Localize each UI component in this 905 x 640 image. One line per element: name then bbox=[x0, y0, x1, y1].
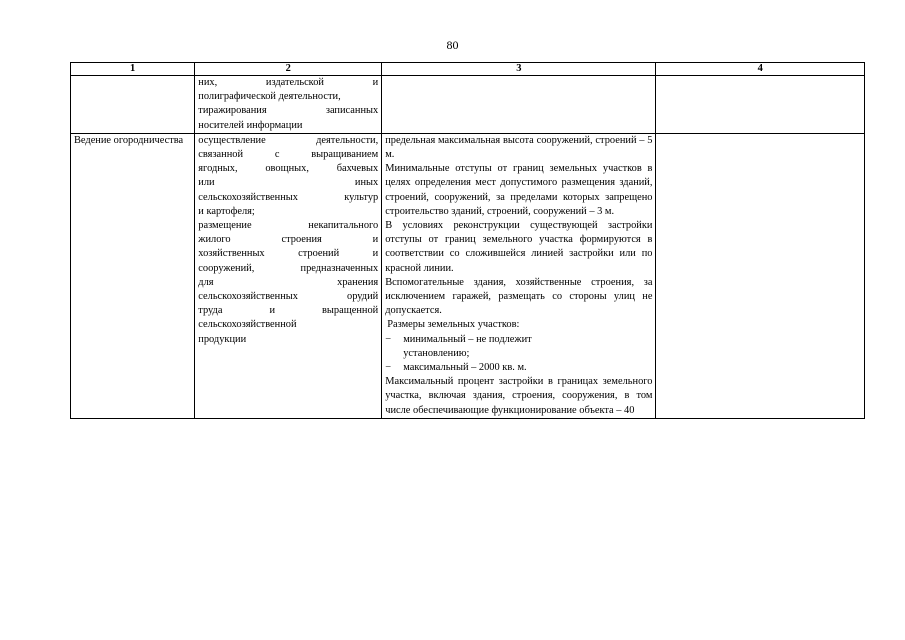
row2-col2-line: или иных bbox=[198, 177, 379, 189]
bullet-text: минимальный – не подлежит bbox=[403, 333, 532, 345]
header-col-1: 1 bbox=[71, 63, 195, 76]
row2-col2-line: труда и выращенной bbox=[198, 305, 379, 317]
col3-paragraph: Размеры земельных участков: bbox=[387, 319, 520, 331]
row2-col2-line: сельскохозяйственной bbox=[198, 319, 297, 331]
row1-col3 bbox=[382, 76, 656, 134]
row2-col2-line: размещение некапитального bbox=[198, 220, 379, 232]
table-row bbox=[71, 133, 865, 418]
row1-col2-line: них, издательской и bbox=[198, 77, 379, 88]
row1-col2 bbox=[195, 76, 382, 134]
col3-paragraph: Вспомогательные здания, хозяйственные строения, за исключением гаражей, размещать со стороны улиц не допускается. bbox=[385, 276, 653, 317]
bullet-text: максимальный – 2000 кв. м. bbox=[403, 362, 527, 374]
row2-col2-line: ягодных, овощных, бахчевых bbox=[198, 163, 379, 175]
row2-col2-line: продукции bbox=[198, 333, 247, 345]
row2-col1: Ведение огородничества bbox=[71, 133, 195, 418]
row2-col2-line: связанной с выращиванием bbox=[198, 149, 379, 161]
dash-icon: − bbox=[385, 333, 392, 345]
row2-col2-line: и картофеля; bbox=[198, 205, 255, 217]
col3-bullet-item bbox=[385, 361, 652, 375]
row2-col4 bbox=[656, 133, 865, 418]
dash-icon: − bbox=[385, 362, 392, 374]
col3-bullet-item bbox=[385, 333, 652, 347]
header-col-2: 2 bbox=[195, 63, 382, 76]
row2-col3 bbox=[382, 133, 656, 418]
row2-col2-line: сооружений, предназначенных bbox=[198, 262, 379, 274]
row2-col2 bbox=[195, 133, 382, 418]
row1-col2-line: полиграфической деятельности, bbox=[198, 91, 341, 103]
col3-paragraph: В условиях реконструкции существующей застройки отступы от границ земельного участка формируются в соответствии со сложившейся линией застройки или по красной линии. bbox=[385, 220, 653, 274]
row1-col2-line: тиражирования записанных bbox=[198, 105, 379, 117]
row1-col4 bbox=[656, 76, 865, 134]
row1-col2-line: носителей информации bbox=[198, 119, 303, 131]
row2-col2-line: жилого строения и bbox=[198, 234, 379, 246]
row2-col2-line: хозяйственных строений и bbox=[198, 248, 379, 260]
header-col-3: 3 bbox=[382, 63, 656, 76]
col3-paragraph: предельная максимальная высота сооружений, строений – 5 м. bbox=[385, 134, 653, 161]
page-number: 80 bbox=[446, 38, 459, 52]
row2-col2-line: для хранения bbox=[198, 276, 379, 288]
bullet-text-continued: установлению; bbox=[403, 347, 470, 359]
row2-col2-line: сельскохозяйственных культур bbox=[198, 191, 379, 203]
table-row bbox=[71, 76, 865, 134]
header-row bbox=[71, 63, 865, 76]
regulations-table bbox=[70, 62, 865, 419]
header-col-4: 4 bbox=[656, 63, 865, 76]
row2-col2-line: сельскохозяйственных орудий bbox=[198, 291, 379, 303]
col3-paragraph: Минимальные отступы от границ земельных участков в целях определения мест допустимого размещения зданий, строений, сооружений, за пределами которых запрещено строительство зданий, строений, сооружений – 3 м. bbox=[385, 163, 653, 217]
col3-paragraph: Максимальный процент застройки в границах земельного участка, включая здания, строения, сооружения, в том числе обеспечивающие функционирование объекта – 40 bbox=[385, 376, 653, 416]
row1-col1 bbox=[71, 76, 195, 134]
row2-col2-line: осуществление деятельности, bbox=[198, 134, 379, 146]
